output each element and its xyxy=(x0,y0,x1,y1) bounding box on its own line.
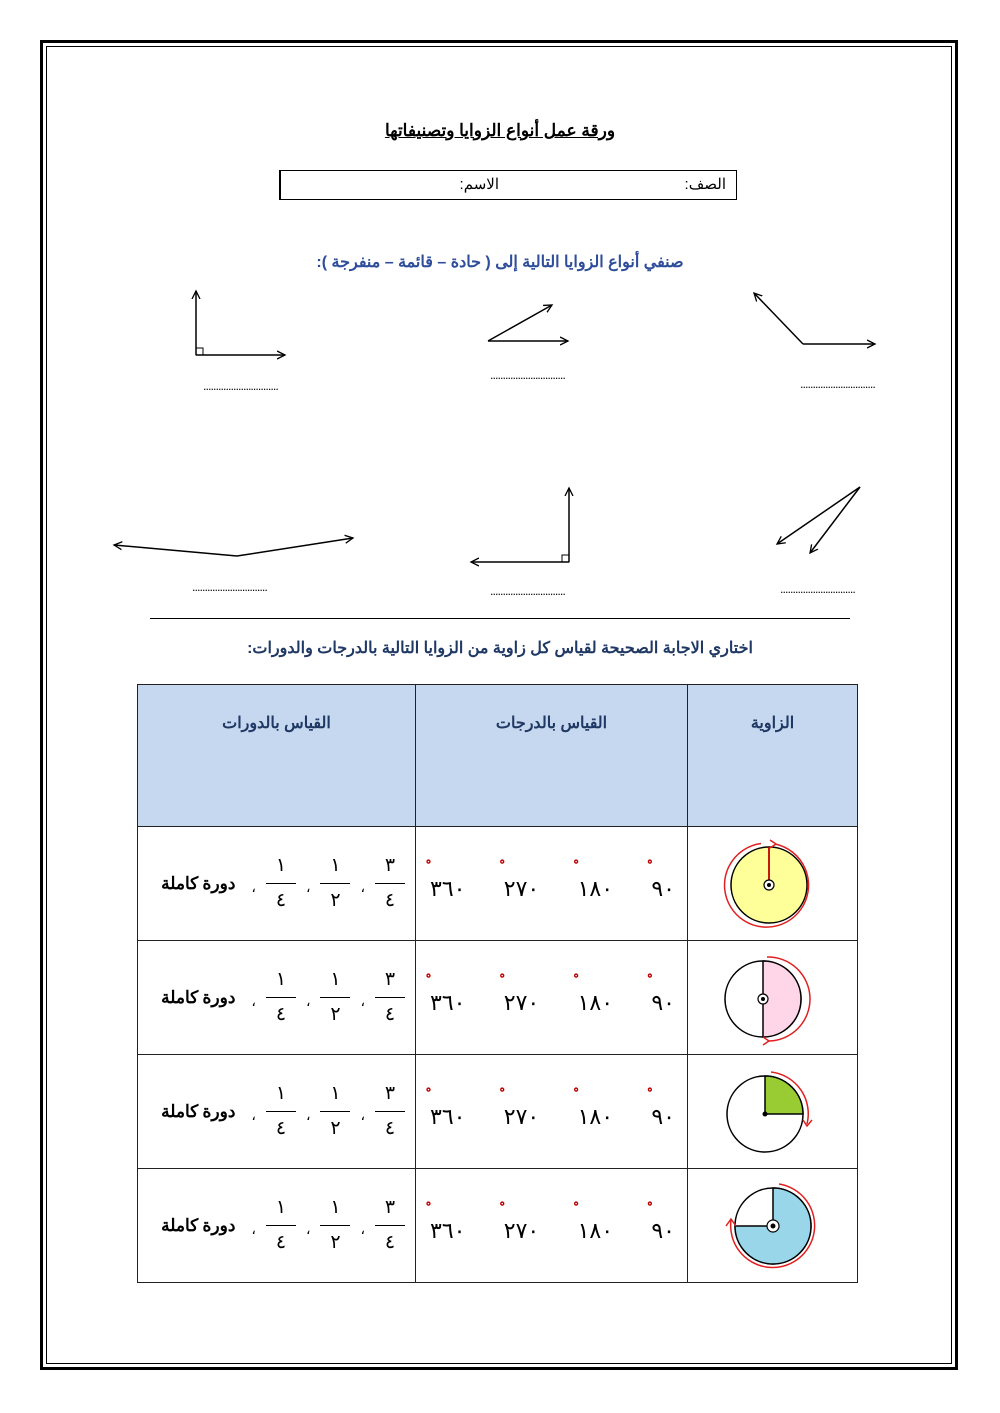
fraction-denominator: ٢ xyxy=(330,1004,341,1025)
degree-option[interactable] xyxy=(504,1094,539,1130)
full-turn-option[interactable]: دورة كاملة xyxy=(161,873,236,893)
separator: ، xyxy=(305,881,311,896)
narrow-acute-angle xyxy=(768,480,868,560)
table-header-row xyxy=(138,685,858,827)
class-field[interactable] xyxy=(509,171,736,199)
fraction-numerator: ١ xyxy=(330,855,341,876)
answer-blank[interactable]: .............................. xyxy=(192,581,267,594)
degree-value: ٣٦٠ xyxy=(430,989,466,1015)
fraction-denominator: ٤ xyxy=(384,1118,396,1139)
turn-option[interactable] xyxy=(320,1197,350,1254)
fraction-numerator: ١ xyxy=(275,969,287,990)
degree-value: ١٨٠ xyxy=(577,1103,614,1129)
separator: ، xyxy=(360,881,365,896)
angle-measures-table xyxy=(137,684,858,1283)
answer-blank[interactable]: .............................. xyxy=(490,585,565,598)
degree-option[interactable] xyxy=(430,866,465,902)
fraction-numerator: ٣ xyxy=(384,1083,396,1104)
fraction-numerator: ١ xyxy=(330,1083,341,1104)
answer-blank[interactable]: .............................. xyxy=(800,378,875,391)
degree-option[interactable] xyxy=(651,1208,675,1244)
answer-blank[interactable]: .............................. xyxy=(780,583,855,596)
half-turn-circle xyxy=(723,948,823,1048)
full-turn-option[interactable]: دورة كاملة xyxy=(161,987,236,1007)
fraction-denominator: ٤ xyxy=(275,890,287,911)
turn-option[interactable] xyxy=(266,969,296,1026)
degree-option[interactable] xyxy=(578,1094,613,1130)
degree-value: ٣٦٠ xyxy=(430,1217,466,1243)
degree-option[interactable] xyxy=(430,1208,465,1244)
student-info-box xyxy=(279,170,737,200)
separator: ، xyxy=(305,995,311,1010)
right-angle-left xyxy=(465,482,580,572)
fraction-numerator: ١ xyxy=(275,1197,287,1218)
degree-value: ٩٠ xyxy=(651,875,675,901)
separator: ، xyxy=(360,1223,365,1238)
right-angle-up xyxy=(185,285,295,365)
three-quarter-turn-circle xyxy=(723,1176,823,1276)
fraction-denominator: ٤ xyxy=(384,1004,396,1025)
turn-option[interactable] xyxy=(320,1083,350,1140)
name-label: الاسم: xyxy=(459,176,499,193)
full-turn-option[interactable]: دورة كاملة xyxy=(161,1215,236,1235)
degree-value: ٢٧٠ xyxy=(503,989,540,1015)
turn-option[interactable] xyxy=(266,1083,296,1140)
turn-option[interactable] xyxy=(320,855,350,912)
table-row xyxy=(138,941,858,1055)
degree-option[interactable] xyxy=(430,980,465,1016)
degree-option[interactable] xyxy=(651,980,675,1016)
degree-value: ٩٠ xyxy=(651,989,675,1015)
degree-value: ٣٦٠ xyxy=(430,875,466,901)
degree-value: ١٨٠ xyxy=(577,875,614,901)
fraction-numerator: ١ xyxy=(275,1083,287,1104)
degree-option[interactable] xyxy=(578,1208,613,1244)
class-label: الصف: xyxy=(684,176,726,193)
fraction-numerator: ٣ xyxy=(384,969,396,990)
fraction-denominator: ٢ xyxy=(330,1232,341,1253)
fraction-numerator: ١ xyxy=(275,855,287,876)
worksheet-title: ورقة عمل أنواع الزوايا وتصنيفاتها xyxy=(384,121,616,140)
acute-angle xyxy=(480,295,580,355)
turn-option[interactable] xyxy=(375,969,405,1026)
degree-value: ٣٦٠ xyxy=(430,1103,466,1129)
degree-option[interactable] xyxy=(578,980,613,1016)
fraction-denominator: ٤ xyxy=(384,890,396,911)
degree-option[interactable] xyxy=(651,866,675,902)
answer-blank[interactable]: .............................. xyxy=(490,369,565,382)
degree-option[interactable] xyxy=(651,1094,675,1130)
degree-value: ١٨٠ xyxy=(577,1217,614,1243)
name-field[interactable] xyxy=(280,171,509,199)
degree-value: ٩٠ xyxy=(651,1103,675,1129)
separator: ، xyxy=(360,1109,365,1124)
separator: ، xyxy=(251,1223,256,1238)
fraction-denominator: ٤ xyxy=(275,1232,287,1253)
header-angle: الزاوية xyxy=(688,685,858,827)
table-row xyxy=(138,827,858,941)
header-turns: القياس بالدورات xyxy=(138,685,416,827)
table-row xyxy=(138,1055,858,1169)
full-turn-option[interactable]: دورة كاملة xyxy=(161,1101,236,1121)
degree-option[interactable] xyxy=(504,866,539,902)
fraction-denominator: ٢ xyxy=(330,1118,341,1139)
quarter-turn-circle xyxy=(723,1062,823,1162)
answer-blank[interactable]: .............................. xyxy=(203,380,278,393)
fraction-denominator: ٢ xyxy=(330,890,341,911)
fraction-numerator: ٣ xyxy=(384,855,396,876)
separator: ، xyxy=(251,995,256,1010)
turn-option[interactable] xyxy=(375,855,405,912)
fraction-denominator: ٤ xyxy=(275,1004,287,1025)
turn-option[interactable] xyxy=(375,1083,405,1140)
classify-instruction: صنفي أنواع الزوايا التالية إلى ( حادة – قائمة – منفرجة ): xyxy=(316,254,684,271)
full-turn-circle xyxy=(723,834,823,934)
separator: ، xyxy=(305,1109,311,1124)
degree-option[interactable] xyxy=(430,1094,465,1130)
turn-option[interactable] xyxy=(320,969,350,1026)
table-row xyxy=(138,1169,858,1283)
turn-option[interactable] xyxy=(266,855,296,912)
degree-option[interactable] xyxy=(504,1208,539,1244)
section-divider xyxy=(150,618,850,619)
fraction-numerator: ١ xyxy=(330,969,341,990)
fraction-denominator: ٤ xyxy=(275,1118,287,1139)
separator: ، xyxy=(360,995,365,1010)
separator: ، xyxy=(305,1223,311,1238)
fraction-denominator: ٤ xyxy=(384,1232,396,1253)
fraction-numerator: ٣ xyxy=(384,1197,396,1218)
turn-option[interactable] xyxy=(266,1197,296,1254)
degree-value: ٢٧٠ xyxy=(503,875,540,901)
measure-instruction: اختاري الاجابة الصحيحة لقياس كل زاوية من الزوايا التالية بالدرجات والدورات: xyxy=(247,640,753,657)
turn-option[interactable] xyxy=(375,1197,405,1254)
degree-value: ٢٧٠ xyxy=(503,1103,540,1129)
obtuse-angle xyxy=(745,285,885,355)
degree-option[interactable] xyxy=(504,980,539,1016)
separator: ، xyxy=(251,1109,256,1124)
degree-value: ٩٠ xyxy=(651,1217,675,1243)
separator: ، xyxy=(251,881,256,896)
header-degrees: القياس بالدرجات xyxy=(416,685,688,827)
degree-value: ٢٧٠ xyxy=(503,1217,540,1243)
degree-option[interactable] xyxy=(578,866,613,902)
straight-like-angle xyxy=(105,528,365,568)
degree-value: ١٨٠ xyxy=(577,989,614,1015)
fraction-numerator: ١ xyxy=(330,1197,341,1218)
